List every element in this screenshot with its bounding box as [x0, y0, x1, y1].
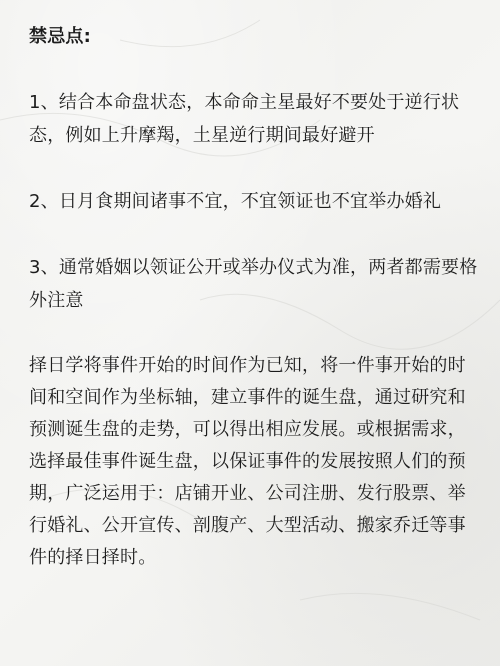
heading: 禁忌点:	[29, 26, 91, 47]
document-content	[29, 20, 479, 574]
list-item: 3、通常婚姻以领证公开或举办仪式为准，两者都需要格外注意	[29, 257, 478, 311]
list-item: 1、结合本命盘状态，本命命主星最好不要处于逆行状态，例如上升摩羯，土星逆行期间最好避开	[29, 92, 460, 146]
list-item: 2、日月食期间诸事不宜，不宜领证也不宜举办婚礼	[29, 191, 442, 212]
body-paragraph: 择日学将事件开始的时间作为已知，将一件事开始的时间和空间作为坐标轴，建立事件的诞生盘，通过研究和预测诞生盘的走势，可以得出相应发展。或根据需求，选择最佳事件诞生盘，以保证事件的发展按照人们的预期，广泛运用于：店铺开业、公司注册、发行股票、举行婚礼、公开宣传、剖腹产、大型活动、搬家乔迁等事件的择日择时。	[29, 355, 466, 568]
